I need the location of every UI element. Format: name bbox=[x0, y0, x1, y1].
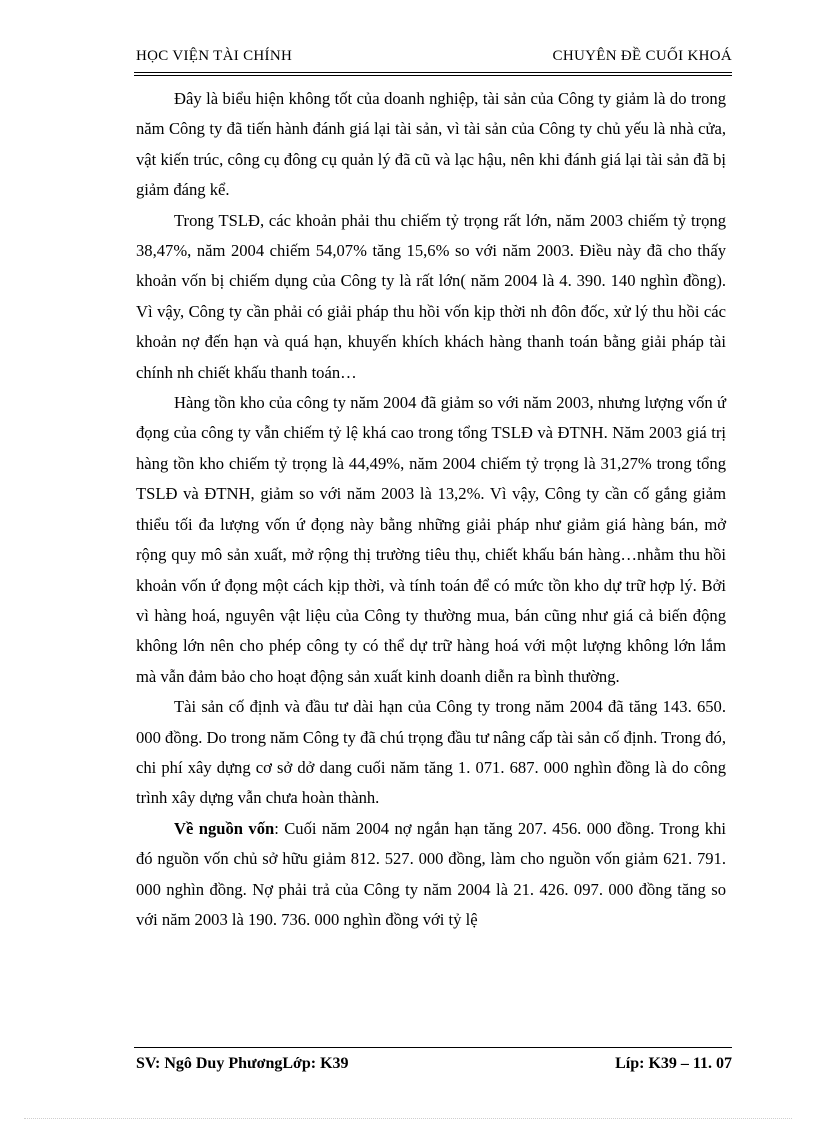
header-institution: HỌC VIỆN TÀI CHÍNH bbox=[136, 48, 293, 64]
paragraph-capital-sources bbox=[136, 814, 726, 936]
page-header bbox=[136, 48, 732, 65]
footer-class: Líp: K39 – 11. 07 bbox=[615, 1055, 732, 1072]
footer-student: SV: Ngô Duy PhươngLớp: K39 bbox=[136, 1055, 349, 1072]
page-footer bbox=[136, 1055, 732, 1073]
footer-divider bbox=[134, 1047, 732, 1048]
page-bottom-edge bbox=[24, 1118, 792, 1119]
capital-sources-text: : Cuối năm 2004 nợ ngắn hạn tăng 207. 456. 000 đồng. Trong khi đó nguồn vốn chủ sở hữu giảm 812. 527. 000 đồng, làm cho nguồn vốn giảm 621. 791. 000 nghìn đồng. Nợ phải trả của Công ty năm 2004 là 21. 426. 097. 000 đồng tăng so với năm 2003 là 190. 736. 000 nghìn đồng với tỷ lệ bbox=[136, 818, 726, 929]
paragraph-asset-decrease: Đây là biểu hiện không tốt của doanh nghiệp, tài sản của Công ty giảm là do trong năm Công ty đã tiến hành đánh giá lại tài sản, vì tài sản của Công ty chủ yếu là nhà cửa, vật kiến trúc, công cụ đông cụ quản lý đã cũ và lạc hậu, nên khi đánh giá lại tài sản đã bị giảm đáng kể. bbox=[136, 89, 726, 200]
document-body bbox=[136, 84, 726, 935]
paragraph-fixed-assets: Tài sản cố định và đầu tư dài hạn của Công ty trong năm 2004 đã tăng 143. 650. 000 đồng. Do trong năm Công ty đã chú trọng đầu tư nâng cấp tài sản cố định. Trong đó, chi phí xây dựng cơ sở dở dang cuối năm tăng 1. 071. 687. 000 nghìn đồng là do công trình xây dựng vẫn chưa hoàn thành. bbox=[136, 697, 726, 808]
paragraph-receivables: Trong TSLĐ, các khoản phải thu chiếm tỷ trọng rất lớn, năm 2003 chiếm tỷ trọng 38,47%, năm 2004 chiếm 54,07% tăng 15,6% so với năm 2003. Điều này đã cho thấy khoản vốn bị chiếm dụng của Công ty là rất lớn( năm 2004 là 4. 390. 140 nghìn đồng). Vì vậy, Công ty cần phải có giải pháp thu hồi vốn kịp thời nh đôn đốc, xử lý thu hồi các khoản nợ đến hạn và quá hạn, khuyến khích khách hàng thanh toán bằng giải pháp tài chính nh chiết khấu thanh toán… bbox=[136, 210, 726, 382]
header-divider bbox=[134, 72, 732, 76]
header-document-type: CHUYÊN ĐỀ CUỐI KHOÁ bbox=[552, 48, 732, 64]
paragraph-inventory: Hàng tồn kho của công ty năm 2004 đã giảm so với năm 2003, nhưng lượng vốn ứ đọng của công ty vẫn chiếm tỷ lệ khá cao trong tổng TSLĐ và ĐTNH. Năm 2003 giá trị hàng tồn kho chiếm tỷ trọng là 44,49%, năm 2004 chiếm tỷ trọng là 31,27% trong tổng TSLĐ và ĐTNH, giảm so với năm 2003 là 13,2%. Vì vậy, Công ty cần cố gắng giảm thiểu tối đa lượng vốn ứ đọng này bằng những giải pháp như giảm giá hàng bán, mở rộng quy mô sản xuất, mở rộng thị trường tiêu thụ, chiết khấu bán hàng…nhằm thu hồi khoản vốn ứ đọng một cách kịp thời, và tính toán để có mức tồn kho dự trữ hợp lý. Bởi vì hàng hoá, nguyên vật liệu của Công ty thường mua, bán cũng như giá cả biến động không lớn nên cho phép công ty có thể dự trữ hàng hoá với một lượng không lớn lắm mà vẫn đảm bảo cho hoạt động sản xuất kinh doanh diễn ra bình thường. bbox=[136, 393, 726, 686]
capital-sources-label: Về nguồn vốn bbox=[174, 818, 275, 838]
